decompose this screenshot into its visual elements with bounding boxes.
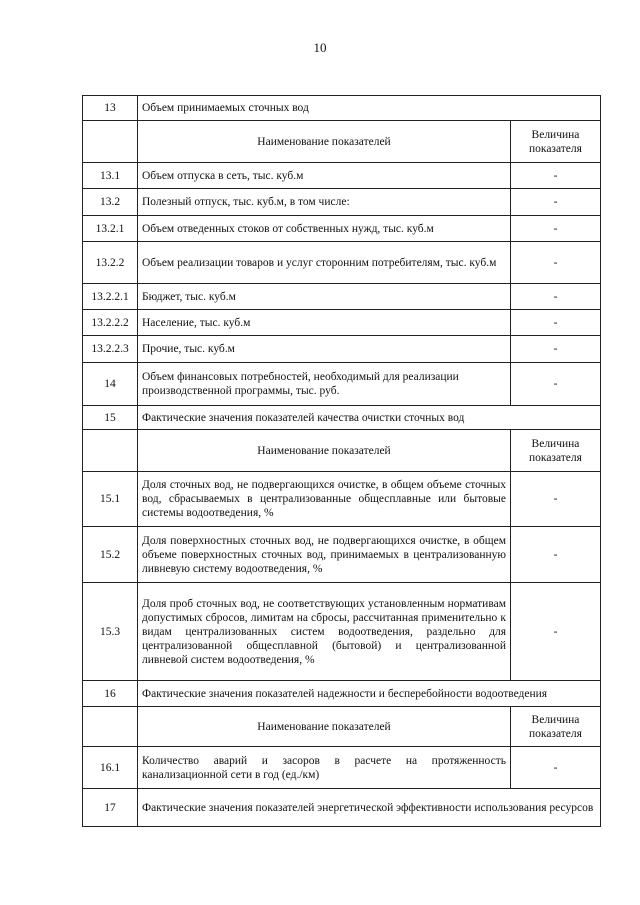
section-title: Фактические значения показателей качества очистки сточных вод (138, 406, 601, 430)
row-description: Объем реализации товаров и услуг сторонним потребителям, тыс. куб.м (138, 242, 511, 284)
header-row (83, 430, 601, 472)
header-value-line1: Величина (531, 713, 580, 726)
section-row-16 (83, 681, 601, 707)
row-number: 13.1 (83, 163, 138, 189)
table-row (83, 242, 601, 284)
header-value-line2: показателя (529, 727, 582, 740)
row-value: - (510, 336, 600, 363)
header-value (510, 121, 600, 163)
row-number: 13.2.2.1 (83, 284, 138, 310)
row-value: - (510, 242, 600, 284)
row-description: Доля сточных вод, не подвергающихся очистке, в общем объеме сточных вод, сбрасываемых в централизованные общесплавные или бытовые системы водоотведения, % (138, 472, 511, 527)
table-row (83, 284, 601, 310)
row-description: Объем отведенных стоков от собственных нужд, тыс. куб.м (138, 216, 511, 242)
row-value: - (510, 189, 600, 216)
section-row-17 (83, 789, 601, 827)
row-number: 16 (83, 681, 138, 707)
row-value: - (510, 284, 600, 310)
header-row (83, 707, 601, 747)
table-row (83, 527, 601, 583)
table-row (83, 472, 601, 527)
section-title: Фактические значения показателей надежности и бесперебойности водоотведения (138, 681, 601, 707)
row-number: 13.2.2.3 (83, 336, 138, 363)
header-value-line1: Величина (531, 437, 580, 450)
page-number: 10 (313, 40, 327, 55)
row-description: Количество аварий и засоров в расчете на протяженность канализационной сети в год (ед./км) (138, 747, 511, 789)
header-row (83, 121, 601, 163)
row-number: 13.2.2 (83, 242, 138, 284)
table-row (83, 747, 601, 789)
row-description: Объем отпуска в сеть, тыс. куб.м (138, 163, 511, 189)
row-value: - (510, 583, 600, 681)
row-number: 15 (83, 406, 138, 430)
row-description: Население, тыс. куб.м (138, 310, 511, 336)
row-number: 15.3 (83, 583, 138, 681)
row-number: 13.2.1 (83, 216, 138, 242)
header-value-line2: показателя (529, 451, 582, 464)
row-value: - (510, 527, 600, 583)
header-name: Наименование показателей (138, 707, 511, 747)
table-row (83, 163, 601, 189)
header-empty-cell (83, 707, 138, 747)
header-name: Наименование показателей (138, 121, 511, 163)
section-row-13 (83, 96, 601, 121)
row-description: Доля проб сточных вод, не соответствующих установленным нормативам допустимых сбросов, лимитам на сбросы, рассчитанная применительно к видам централизованных систем водоотведения, раздельно для централизованной общесплавной (бытовой) и централизованной ливневой систем водоотведения, % (138, 583, 511, 681)
row-value: - (510, 216, 600, 242)
header-empty-cell (83, 121, 138, 163)
table-row (83, 216, 601, 242)
row-number: 13.2 (83, 189, 138, 216)
section-title: Фактические значения показателей энергетической эффективности использования ресурсов (138, 789, 601, 827)
row-number: 16.1 (83, 747, 138, 789)
row-description: Доля поверхностных сточных вод, не подвергающихся очистке, в общем объеме поверхностных сточных вод, принимаемых в централизованную ливневую систему водоотведения, % (138, 527, 511, 583)
row-description: Объем финансовых потребностей, необходимый для реализации производственной программы, тыс. руб. (138, 363, 511, 406)
row-value: - (510, 363, 600, 406)
row-description: Полезный отпуск, тыс. куб.м, в том числе: (138, 189, 511, 216)
section-title: Объем принимаемых сточных вод (138, 96, 601, 121)
row-number: 15.1 (83, 472, 138, 527)
header-value (510, 707, 600, 747)
row-number: 13 (83, 96, 138, 121)
header-value (510, 430, 600, 472)
row-number: 14 (83, 363, 138, 406)
section-row-15 (83, 406, 601, 430)
row-value: - (510, 163, 600, 189)
row-value: - (510, 310, 600, 336)
header-empty-cell (83, 430, 138, 472)
header-value-line1: Величина (531, 128, 580, 141)
row-description: Прочие, тыс. куб.м (138, 336, 511, 363)
row-number: 15.2 (83, 527, 138, 583)
table-row (83, 583, 601, 681)
indicators-table (82, 95, 601, 827)
row-number: 13.2.2.2 (83, 310, 138, 336)
table-row (83, 189, 601, 216)
row-value: - (510, 747, 600, 789)
table-row (83, 310, 601, 336)
table-row (83, 363, 601, 406)
row-number: 17 (83, 789, 138, 827)
header-value-line2: показателя (529, 142, 582, 155)
row-description: Бюджет, тыс. куб.м (138, 284, 511, 310)
row-value: - (510, 472, 600, 527)
header-name: Наименование показателей (138, 430, 511, 472)
table-row (83, 336, 601, 363)
